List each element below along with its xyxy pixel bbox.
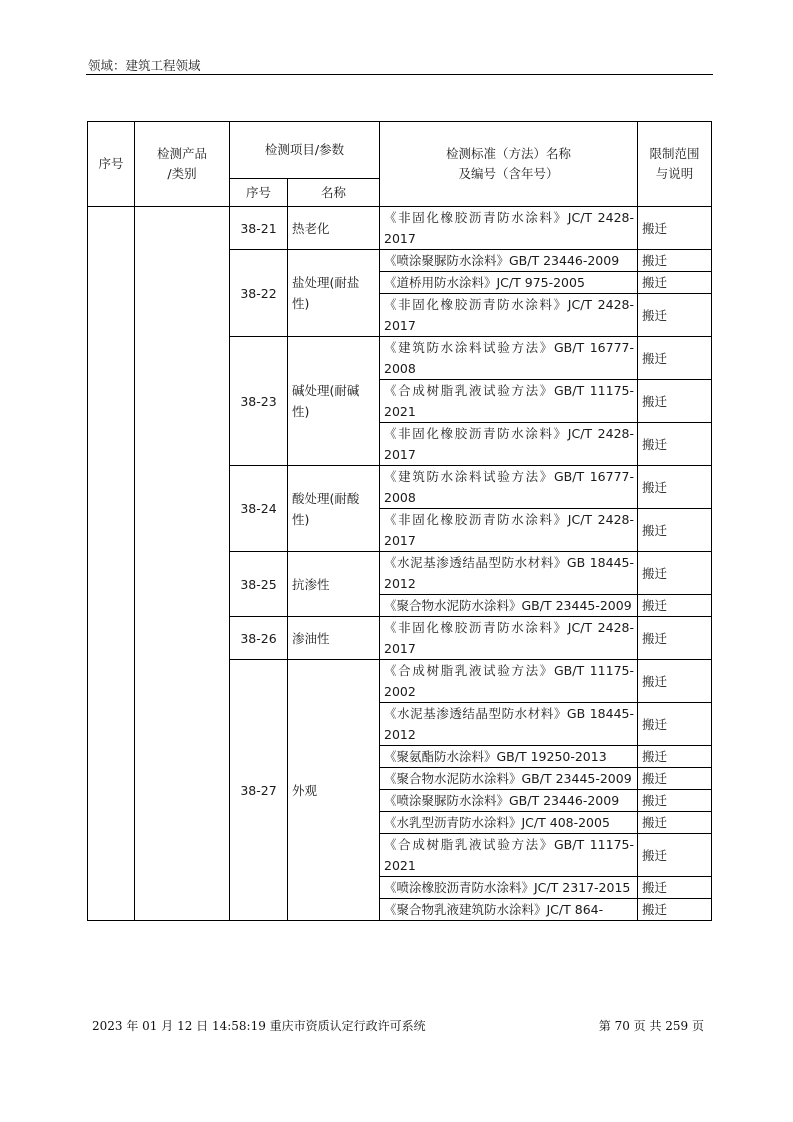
page-header: 领域：建筑工程领域 bbox=[88, 58, 201, 73]
standard-name: 《聚合物水泥防水涂料》GB/T 23445-2009 bbox=[380, 595, 638, 617]
standard-name: 《道桥用防水涂料》JC/T 975-2005 bbox=[380, 272, 638, 294]
limit-note: 搬迁 bbox=[638, 552, 712, 595]
item-id: 38-21 bbox=[230, 207, 288, 250]
standard-name: 《建筑防水涂料试验方法》GB/T 16777-2008 bbox=[380, 466, 638, 509]
item-name: 酸处理(耐酸性) bbox=[288, 466, 380, 552]
limit-note: 搬迁 bbox=[638, 250, 712, 272]
limit-note: 搬迁 bbox=[638, 746, 712, 768]
limit-note: 搬迁 bbox=[638, 380, 712, 423]
limit-note: 搬迁 bbox=[638, 595, 712, 617]
standard-name: 《非固化橡胶沥青防水涂料》JC/T 2428-2017 bbox=[380, 423, 638, 466]
limit-note: 搬迁 bbox=[638, 337, 712, 380]
limit-note: 搬迁 bbox=[638, 294, 712, 337]
standard-name: 《非固化橡胶沥青防水涂料》JC/T 2428-2017 bbox=[380, 207, 638, 250]
item-id: 38-23 bbox=[230, 337, 288, 466]
item-name: 热老化 bbox=[288, 207, 380, 250]
limit-note: 搬迁 bbox=[638, 812, 712, 834]
header-item-seq: 序号 bbox=[230, 179, 288, 207]
item-id: 38-22 bbox=[230, 250, 288, 337]
header-item-name: 名称 bbox=[288, 179, 380, 207]
footer-page-number: 第 70 页 共 259 页 bbox=[598, 1019, 704, 1033]
standard-name: 《非固化橡胶沥青防水涂料》JC/T 2428-2017 bbox=[380, 509, 638, 552]
limit-note: 搬迁 bbox=[638, 466, 712, 509]
limit-note: 搬迁 bbox=[638, 790, 712, 812]
standard-name: 《水泥基渗透结晶型防水材料》GB 18445-2012 bbox=[380, 703, 638, 746]
item-name: 碱处理(耐碱性) bbox=[288, 337, 380, 466]
standard-name: 《合成树脂乳液试验方法》GB/T 11175-2002 bbox=[380, 660, 638, 703]
limit-note: 搬迁 bbox=[638, 899, 712, 921]
item-name: 抗渗性 bbox=[288, 552, 380, 617]
product-cell bbox=[135, 207, 230, 921]
header-items: 检测项目/参数 bbox=[230, 122, 380, 179]
header-seq: 序号 bbox=[88, 122, 135, 207]
standard-name: 《非固化橡胶沥青防水涂料》JC/T 2428-2017 bbox=[380, 617, 638, 660]
standard-name: 《喷涂橡胶沥青防水涂料》JC/T 2317-2015 bbox=[380, 877, 638, 899]
standard-name: 《聚合物水泥防水涂料》GB/T 23445-2009 bbox=[380, 768, 638, 790]
item-name: 盐处理(耐盐性) bbox=[288, 250, 380, 337]
item-id: 38-25 bbox=[230, 552, 288, 617]
limit-note: 搬迁 bbox=[638, 423, 712, 466]
item-name: 渗油性 bbox=[288, 617, 380, 660]
standard-name: 《水泥基渗透结晶型防水材料》GB 18445-2012 bbox=[380, 552, 638, 595]
limit-note: 搬迁 bbox=[638, 834, 712, 877]
item-id: 38-26 bbox=[230, 617, 288, 660]
limit-note: 搬迁 bbox=[638, 703, 712, 746]
limit-note: 搬迁 bbox=[638, 207, 712, 250]
limit-note: 搬迁 bbox=[638, 660, 712, 703]
item-name: 外观 bbox=[288, 660, 380, 921]
item-id: 38-24 bbox=[230, 466, 288, 552]
item-id: 38-27 bbox=[230, 660, 288, 921]
header-limit: 限制范围 与说明 bbox=[638, 122, 712, 207]
table-body bbox=[88, 207, 712, 921]
standard-name: 《非固化橡胶沥青防水涂料》JC/T 2428-2017 bbox=[380, 294, 638, 337]
standard-name: 《聚氨酯防水涂料》GB/T 19250-2013 bbox=[380, 746, 638, 768]
table-row bbox=[88, 207, 712, 250]
header-product: 检测产品 /类别 bbox=[135, 122, 230, 207]
header-standard: 检测标准（方法）名称 及编号（含年号） bbox=[380, 122, 638, 207]
standard-name: 《合成树脂乳液试验方法》GB/T 11175-2021 bbox=[380, 380, 638, 423]
standards-table bbox=[87, 121, 712, 921]
header-rule bbox=[86, 74, 713, 75]
limit-note: 搬迁 bbox=[638, 617, 712, 660]
limit-note: 搬迁 bbox=[638, 877, 712, 899]
standard-name: 《聚合物乳液建筑防水涂料》JC/T 864- bbox=[380, 899, 638, 921]
standard-name: 《喷涂聚脲防水涂料》GB/T 23446-2009 bbox=[380, 250, 638, 272]
limit-note: 搬迁 bbox=[638, 768, 712, 790]
standard-name: 《水乳型沥青防水涂料》JC/T 408-2005 bbox=[380, 812, 638, 834]
footer-timestamp: 2023 年 01 月 12 日 14:58:19 重庆市资质认定行政许可系统 bbox=[92, 1019, 426, 1033]
standard-name: 《喷涂聚脲防水涂料》GB/T 23446-2009 bbox=[380, 790, 638, 812]
seq-cell bbox=[88, 207, 135, 921]
standard-name: 《合成树脂乳液试验方法》GB/T 11175-2021 bbox=[380, 834, 638, 877]
limit-note: 搬迁 bbox=[638, 509, 712, 552]
limit-note: 搬迁 bbox=[638, 272, 712, 294]
standard-name: 《建筑防水涂料试验方法》GB/T 16777-2008 bbox=[380, 337, 638, 380]
